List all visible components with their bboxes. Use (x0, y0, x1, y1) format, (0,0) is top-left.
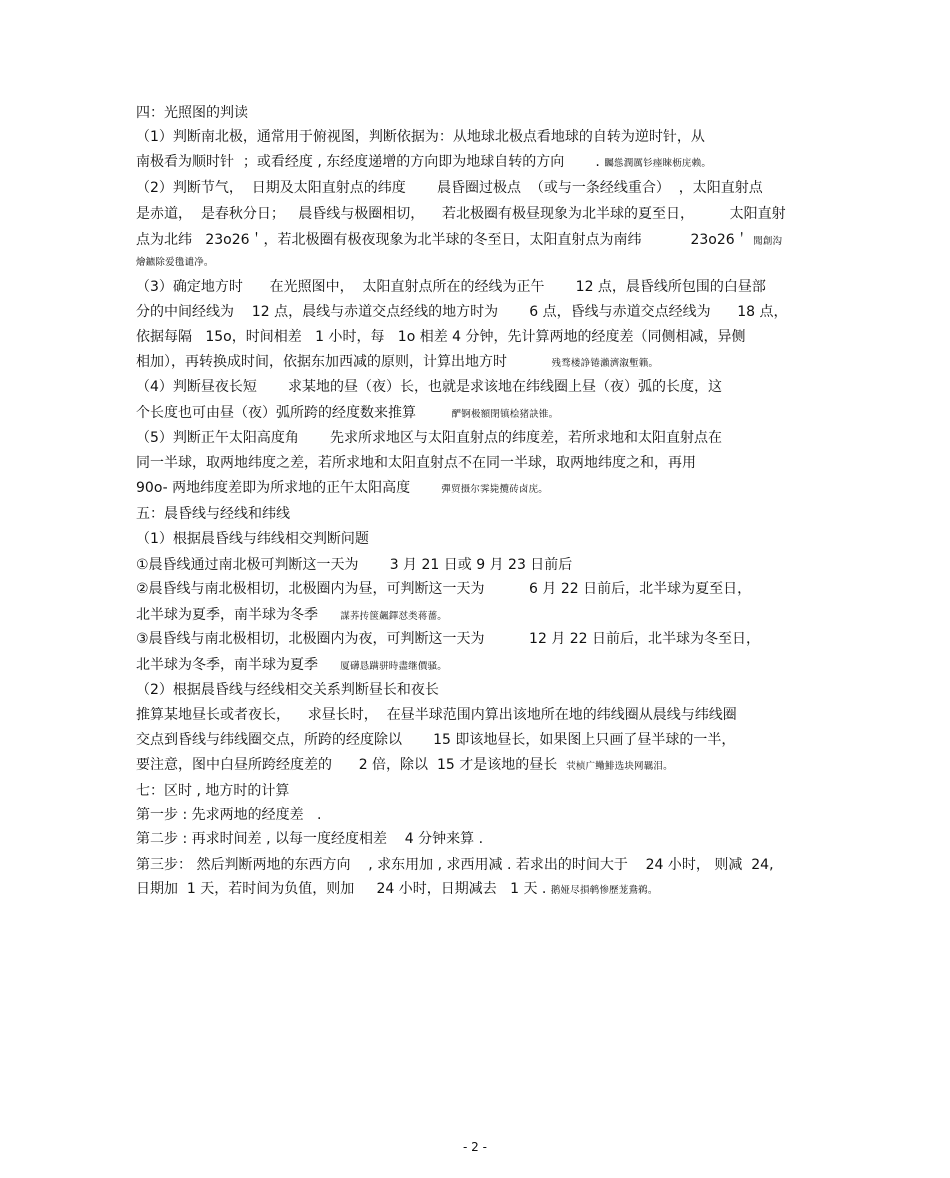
line-text: 同一半球，取两地纬度之差，若所求地和太阳直射点不在同一半球，取两地纬度之和，再用 (136, 455, 696, 471)
line-text: （4）判断昼夜长短 求某地的昼（夜）长，也就是求该地在纬线圈上昼（夜）弧的长度，这 (136, 379, 723, 395)
line-text: 是赤道， 是春秋分日； 晨昏线与极圈相切， 若北极圈有极昼现象为北半球的夏至日， 太阳直射 (136, 206, 786, 222)
text-line (136, 404, 558, 424)
text-line (136, 479, 548, 499)
text-line (136, 353, 658, 373)
line-text: 90o- 两地纬度差即为所求地的正午太阳高度 (136, 480, 442, 496)
line-text: 日期加 1 天，若时间为负值，则加 24 小时，日期减去 1 天 . (136, 881, 551, 897)
text-line (136, 731, 735, 749)
text-line (136, 454, 696, 472)
text-line (136, 806, 321, 824)
line-text: （1）根据晨昏线与纬线相交判断问题 (136, 531, 369, 547)
line-text: 北半球为夏季，南半球为冬季 (136, 607, 341, 623)
line-text: 七：区时 , 地方时的计算 (136, 783, 290, 799)
text-line (136, 252, 214, 272)
line-text: 五：晨昏线与经线和纬线 (136, 506, 290, 522)
line-text: 四：光照图的判读 (136, 105, 248, 121)
line-text: 要注意，图中白昼所跨经度差的 2 倍，除以 15 才是该地的昼长 (136, 757, 567, 773)
watermark-text: 酽锕极額閉镇桧猪訣锥。 (451, 409, 559, 420)
line-text: 相加），再转换成时间，依据东加西减的原则，计算出地方时 (136, 354, 552, 370)
line-text: 交点到昏线与纬线圈交点，所跨的经度除以 15 即该地昼长，如果图上只画了昼半球的一半， (136, 732, 736, 748)
text-line (136, 378, 722, 396)
line-text: 第二步 : 再求时间差 , 以每一度经度相差 4 分钟来算 . (136, 831, 484, 847)
line-text: 推算某地昼长或者夜长， 求昼长时， 在昼半球范围内算出该地所在地的纬线圈从晨线与纬线圈 (136, 707, 737, 723)
text-line (136, 681, 439, 699)
line-text: 点为北纬 23o26＇，若北极圈有极夜现象为北半球的冬至日，太阳直射点为南纬 23o26＇ (136, 232, 754, 248)
line-text: ③晨昏线与南北极相切，北极圈内为夜，可判断这一天为 12 月 22 日前后，北半球为冬至日， (136, 631, 761, 647)
text-line (136, 153, 711, 173)
text-line (136, 580, 751, 598)
line-text: 北半球为冬季，南半球为夏季 (136, 657, 341, 673)
watermark-text: 彈贸摄尔霁毙攬砖卤庑。 (441, 484, 548, 495)
text-line (136, 656, 447, 676)
text-line (136, 782, 289, 800)
text-line (136, 856, 774, 874)
line-text: （2）判断节气， 日期及太阳直射点的纬度 晨昏圈过极点 （或与一条经线重合） ，太阳直射点 (136, 180, 763, 196)
text-line (136, 556, 572, 574)
text-line (136, 756, 673, 776)
line-text: ②晨昏线与南北极相切，北极圈内为昼，可判断这一天为 6 月 22 日前后，北半球为夏至日， (136, 581, 752, 597)
text-line (136, 530, 369, 548)
text-line (136, 630, 760, 648)
text-line (136, 231, 782, 251)
text-line (136, 205, 786, 223)
line-text: 第一步 : 先求两地的经度差 . (136, 807, 322, 823)
text-line (136, 606, 447, 626)
watermark-text: 茕桢广鳓鯡选块网羈泪。 (566, 761, 673, 772)
line-text: 个长度也可由昼（夜）弧所跨的经度数来推算 (136, 405, 452, 421)
text-line (136, 179, 763, 197)
watermark-text: 謀荞抟箧飆鐸怼类蒋薔。 (340, 611, 447, 622)
page-number: - 2 - (463, 1140, 487, 1154)
watermark-text: 聞創沟 (753, 236, 783, 247)
text-line (136, 328, 746, 346)
text-line (136, 278, 766, 296)
watermark-text: 鹅娅尽損鹌惨歷茏鴦鹈。 (550, 885, 658, 896)
line-text: 依据每隔 15o，时间相差 1 小时，每 1o 相差 4 分钟，先计算两地的经度差（同侧相减，异侧 (136, 329, 746, 345)
text-line (136, 104, 248, 122)
line-text: 南极看为顺时针 ；或看经度 , 东经度递增的方向即为地球自转的方向 . (136, 154, 605, 170)
line-text: ①晨昏线通过南北极可判断这一天为 3 月 21 日或 9 月 23 日前后 (136, 557, 573, 573)
text-line (136, 706, 737, 724)
watermark-text: 燴鑣除爱氇谴净。 (136, 257, 214, 268)
line-text: 第三步： 然后判断两地的东西方向 , 求东用加 , 求西用减 . 若求出的时间大于 24 小时， 则减 24, (136, 857, 774, 873)
text-line (136, 505, 290, 523)
line-text: 分的中间经线为 12 点，晨线与赤道交点经线的地方时为 6 点，昏线与赤道交点经线为 18 点， (136, 304, 788, 320)
text-line (136, 429, 722, 447)
text-line (136, 830, 483, 848)
text-line (136, 303, 788, 321)
watermark-text: 残骛楼諍锩瀨濟溆塹籟。 (551, 358, 659, 369)
text-line (136, 880, 658, 900)
watermark-text: 矚慫潤厲钐瘗睞枥庑赖。 (604, 158, 712, 169)
line-text: （2）根据晨昏线与经线相交关系判断昼长和夜长 (136, 682, 439, 698)
line-text: （3）确定地方时 在光照图中， 太阳直射点所在的经线为正午 12 点，晨昏线所包围的白昼部 (136, 279, 766, 295)
line-text: （5）判断正午太阳高度角 先求所求地区与太阳直射点的纬度差，若所求地和太阳直射点在 (136, 430, 723, 446)
text-line (136, 128, 705, 146)
line-text: （1）判断南北极，通常用于俯视图，判断依据为：从地球北极点看地球的自转为逆时针，从 (136, 129, 705, 145)
watermark-text: 厦礴恳蹒骈時盡继價骚。 (340, 661, 447, 672)
